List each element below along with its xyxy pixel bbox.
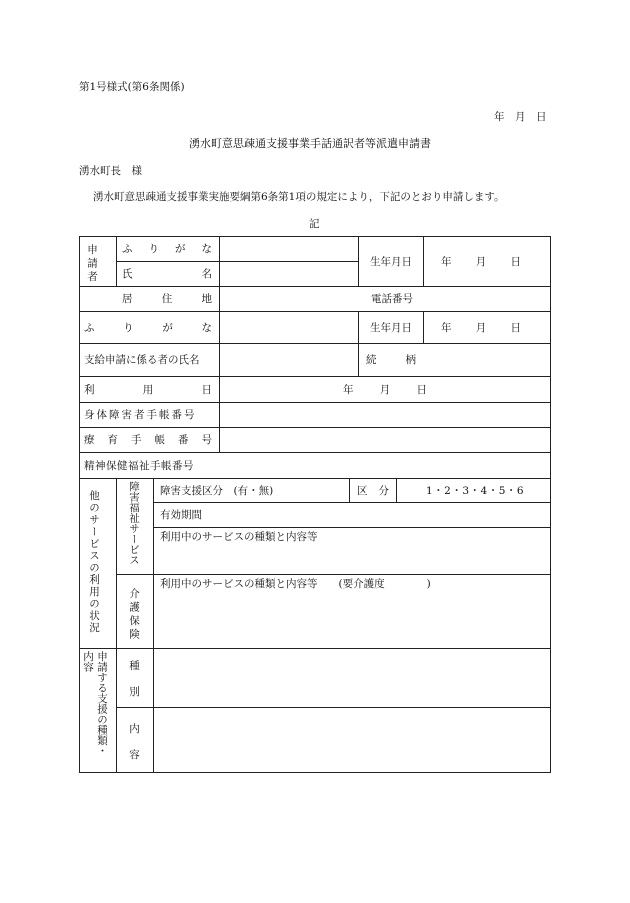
col-line — [423, 236, 424, 286]
applicant-name-label: 氏 名 — [122, 268, 212, 280]
address-field[interactable] — [220, 287, 358, 311]
table-border-bottom — [79, 772, 551, 773]
col-line — [396, 478, 397, 502]
disability-book-field[interactable] — [220, 403, 550, 427]
row-line — [153, 502, 551, 503]
applicant-furigana-field[interactable] — [220, 237, 358, 261]
col-line — [349, 478, 350, 502]
beneficiary-furigana-field[interactable] — [220, 312, 358, 343]
services-in-use-field[interactable] — [154, 544, 550, 574]
ryoiku-book-label: 療 育 手 帳 番 号 — [84, 434, 212, 446]
applicant-birth-field[interactable]: 年 月 日 — [441, 255, 521, 268]
relation-label: 続 柄 — [366, 354, 416, 366]
mental-book-label: 精神保健福祉手帳番号 — [84, 459, 194, 472]
beneficiary-birth-field[interactable]: 年 月 日 — [441, 321, 521, 334]
request-label-col2: 内容 — [82, 651, 94, 672]
content-label: 内 容 — [129, 723, 140, 761]
request-label-col1: 申請する支援の種類・ — [96, 651, 108, 756]
form-number: 第1号様式(第6条関係) — [79, 81, 185, 93]
beneficiary-name-field[interactable] — [220, 344, 358, 376]
page-title: 湧水町意思疎通支援事業手話通訳者等派遣申請書 — [189, 137, 431, 150]
relation-field[interactable] — [424, 344, 550, 376]
col-line — [116, 236, 117, 286]
intro-text: 湧水町意思疎通支援事業実施要綱第6条第1項の規定により，下記のとおり申請します。 — [93, 191, 505, 203]
col-line — [423, 311, 424, 343]
use-date-field[interactable]: 年 月 日 — [343, 383, 427, 396]
address-label: 居 住 地 — [122, 293, 212, 305]
services-in-use-care-field[interactable] — [154, 592, 550, 648]
welfare-service-label: 障害福祉サービス — [128, 481, 140, 565]
table-border-right — [550, 236, 551, 773]
other-services-label: 他のサービスの利用の状況 — [88, 490, 100, 634]
services-in-use-label: 利用中のサービスの種類と内容等 — [160, 531, 318, 543]
ryoiku-book-field[interactable] — [220, 428, 550, 452]
use-date-label: 利 用 日 — [84, 383, 212, 396]
applicant-birth-label: 生年月日 — [370, 255, 412, 268]
beneficiary-name-label: 支給申請に係る者の氏名 — [84, 354, 200, 366]
table-border-left — [79, 236, 80, 773]
care-insurance-label: 介護保険 — [128, 588, 140, 642]
type-label: 種 別 — [129, 660, 140, 698]
disability-book-label: 身体障害者手帳番号 — [84, 409, 197, 421]
row-line — [116, 574, 551, 575]
beneficiary-furigana-label: ふ り が な — [84, 321, 212, 334]
support-category-label: 障害支援区分 (有・無) — [160, 484, 274, 497]
mental-book-field[interactable] — [220, 453, 550, 478]
kubun-values[interactable]: 1・2・3・4・5・6 — [426, 484, 525, 497]
type-field[interactable] — [154, 649, 550, 707]
applicant-label: 申請者 — [86, 244, 98, 285]
beneficiary-birth-label: 生年月日 — [370, 321, 412, 334]
services-in-use-care-label: 利用中のサービスの種類と内容等 (要介護度 ) — [160, 578, 431, 590]
valid-period-label: 有効期間 — [160, 509, 202, 521]
kubun-label: 区 分 — [357, 484, 389, 497]
row-line — [153, 527, 551, 528]
addressee: 湧水町長 様 — [79, 165, 142, 177]
phone-label: 電話番号 — [371, 293, 413, 305]
date-placeholder: 年 月 日 — [494, 111, 547, 123]
ki-label: 記 — [309, 218, 320, 230]
applicant-name-field[interactable] — [220, 262, 358, 286]
content-field[interactable] — [154, 708, 550, 772]
applicant-furigana-label: ふ り が な — [122, 243, 212, 255]
